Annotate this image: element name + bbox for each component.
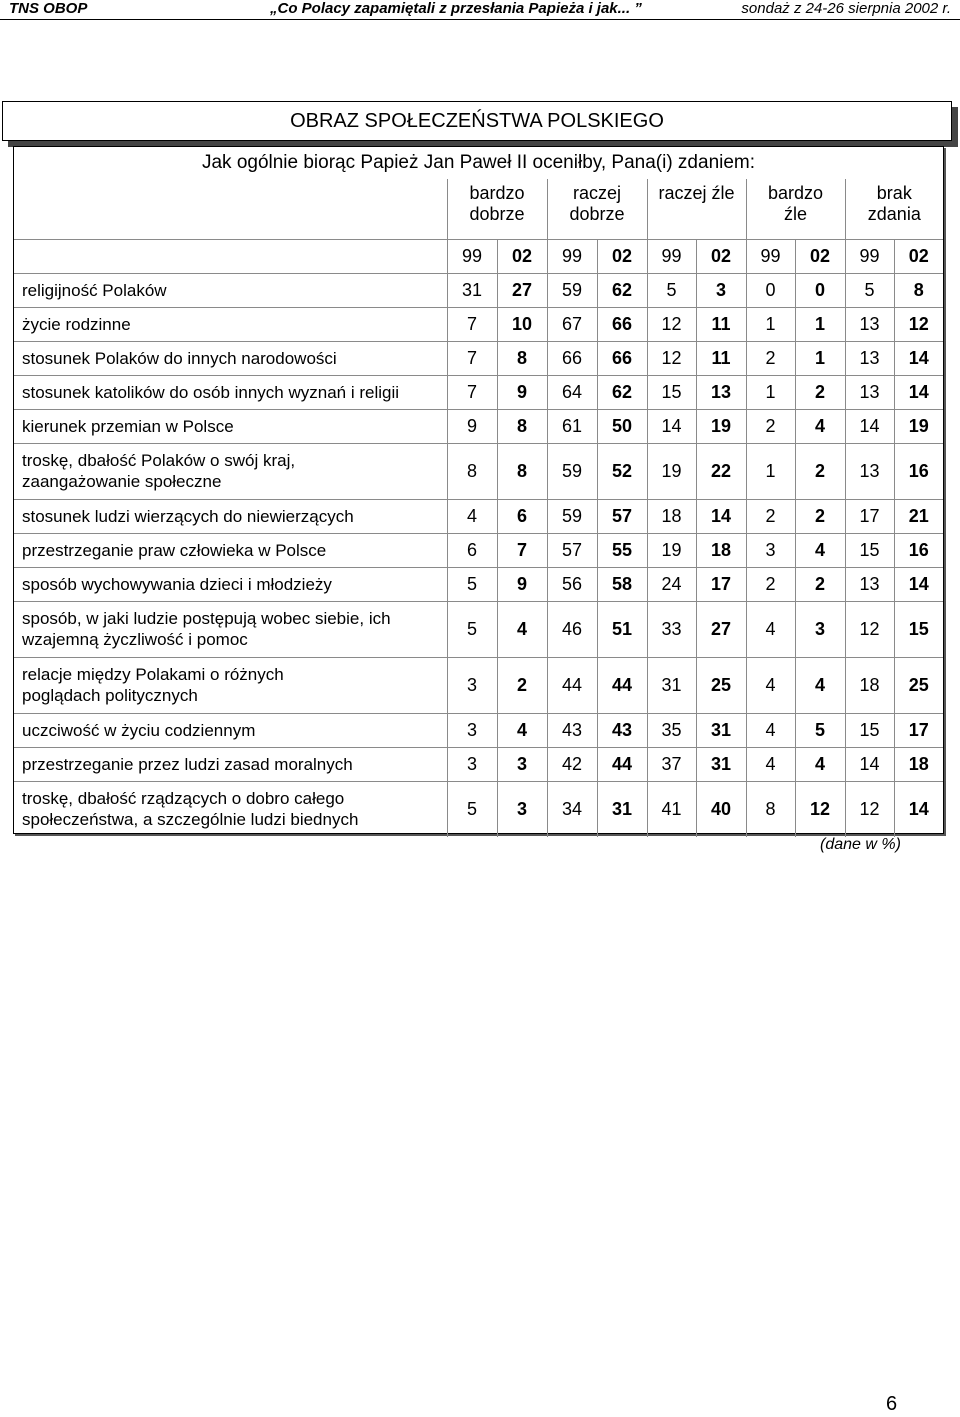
row-label: przestrzeganie przez ludzi zasad moralnych [14,747,447,781]
value-cell: 2 [497,657,547,713]
value-cell: 14 [894,781,943,837]
value-cell: 8 [894,273,943,307]
value-cell: 4 [497,713,547,747]
value-cell: 4 [795,747,845,781]
row-label: sposób, w jaki ludzie postępują wobec siebie, ich wzajemną życzliwość i pomoc [14,601,447,657]
value-cell: 67 [547,307,597,341]
year-header: 02 [597,239,647,273]
value-cell: 14 [845,409,894,443]
value-cell: 35 [647,713,696,747]
row-label: stosunek ludzi wierzących do niewierzących [14,499,447,533]
value-cell: 66 [597,341,647,375]
year-header: 02 [497,239,547,273]
value-cell: 11 [696,341,746,375]
year-header-row [14,239,943,273]
header-survey-date: sondaż z 24-26 sierpnia 2002 r. [741,0,951,17]
value-cell: 12 [845,781,894,837]
survey-question: Jak ogólnie biorąc Papież Jan Paweł II oceniłby, Pana(i) zdaniem: [201,152,756,173]
table-row [14,747,943,781]
value-cell: 13 [845,307,894,341]
value-cell: 12 [647,341,696,375]
table-row [14,341,943,375]
value-cell: 37 [647,747,696,781]
value-cell: 9 [497,567,547,601]
value-cell: 8 [746,781,795,837]
value-cell: 5 [447,601,497,657]
year-header: 02 [894,239,943,273]
row-label: uczciwość w życiu codziennym [14,713,447,747]
table-row [14,713,943,747]
value-cell: 31 [447,273,497,307]
row-label: sposób wychowywania dzieci i młodzieży [14,567,447,601]
value-cell: 57 [597,499,647,533]
value-cell: 5 [647,273,696,307]
year-header: 99 [845,239,894,273]
value-cell: 13 [845,375,894,409]
value-cell: 62 [597,375,647,409]
value-cell: 22 [696,443,746,499]
year-header: 02 [795,239,845,273]
table-row [14,273,943,307]
table-row [14,781,943,837]
value-cell: 17 [696,567,746,601]
value-cell: 2 [746,499,795,533]
value-cell: 17 [845,499,894,533]
category-header: raczej źle [647,179,746,239]
header-rule [0,19,960,20]
header-document-title: „Co Polacy zapamiętali z przesłania Papieża i jak... ” [270,0,642,17]
year-row-corner [14,239,447,273]
value-cell: 58 [597,567,647,601]
value-cell: 0 [746,273,795,307]
value-cell: 25 [696,657,746,713]
value-cell: 1 [746,443,795,499]
value-cell: 5 [447,567,497,601]
table-row [14,601,943,657]
value-cell: 7 [447,341,497,375]
value-cell: 56 [547,567,597,601]
year-header: 02 [696,239,746,273]
value-cell: 8 [497,443,547,499]
table-row [14,375,943,409]
value-cell: 1 [795,341,845,375]
value-cell: 66 [547,341,597,375]
row-label: stosunek Polaków do innych narodowości [14,341,447,375]
value-cell: 25 [894,657,943,713]
table-row [14,409,943,443]
value-cell: 12 [845,601,894,657]
value-cell: 5 [795,713,845,747]
value-cell: 15 [845,533,894,567]
value-cell: 8 [497,341,547,375]
value-cell: 55 [597,533,647,567]
value-cell: 16 [894,533,943,567]
value-cell: 14 [647,409,696,443]
value-cell: 46 [547,601,597,657]
value-cell: 14 [894,567,943,601]
value-cell: 27 [497,273,547,307]
value-cell: 0 [795,273,845,307]
value-cell: 10 [497,307,547,341]
year-header: 99 [447,239,497,273]
value-cell: 16 [894,443,943,499]
value-cell: 33 [647,601,696,657]
value-cell: 31 [696,713,746,747]
table-row [14,443,943,499]
value-cell: 9 [497,375,547,409]
value-cell: 14 [894,375,943,409]
value-cell: 18 [845,657,894,713]
value-cell: 13 [845,341,894,375]
row-label: troskę, dbałość rządzących o dobro całego społeczeństwa, a szczególnie ludzi biednych [14,781,447,837]
row-label: przestrzeganie praw człowieka w Polsce [14,533,447,567]
value-cell: 43 [547,713,597,747]
category-header: bardzo źle [746,179,845,239]
value-cell: 13 [845,443,894,499]
row-label: kierunek przemian w Polsce [14,409,447,443]
value-cell: 2 [795,567,845,601]
year-header: 99 [547,239,597,273]
row-label: życie rodzinne [14,307,447,341]
category-header-row [14,179,943,239]
value-cell: 18 [894,747,943,781]
corner-cell [14,179,447,239]
value-cell: 4 [795,533,845,567]
value-cell: 18 [696,533,746,567]
value-cell: 2 [746,341,795,375]
value-cell: 3 [795,601,845,657]
value-cell: 7 [447,375,497,409]
value-cell: 17 [894,713,943,747]
row-label: relacje między Polakami o różnych poglądach politycznych [14,657,447,713]
value-cell: 12 [795,781,845,837]
value-cell: 8 [497,409,547,443]
value-cell: 2 [746,409,795,443]
value-cell: 52 [597,443,647,499]
value-cell: 19 [894,409,943,443]
table-row [14,533,943,567]
value-cell: 62 [597,273,647,307]
value-cell: 27 [696,601,746,657]
value-cell: 1 [795,307,845,341]
value-cell: 31 [647,657,696,713]
value-cell: 14 [845,747,894,781]
value-cell: 4 [746,747,795,781]
value-cell: 4 [746,713,795,747]
category-header: brak zdania [845,179,943,239]
value-cell: 40 [696,781,746,837]
value-cell: 9 [447,409,497,443]
row-label: stosunek katolików do osób innych wyznań i religii [14,375,447,409]
value-cell: 13 [845,567,894,601]
value-cell: 3 [497,781,547,837]
value-cell: 4 [746,601,795,657]
value-cell: 66 [597,307,647,341]
value-cell: 1 [746,307,795,341]
value-cell: 15 [894,601,943,657]
page-number: 6 [886,1393,898,1415]
value-cell: 7 [447,307,497,341]
results-frame [13,146,944,834]
value-cell: 2 [795,499,845,533]
row-label: troskę, dbałość Polaków o swój kraj, zaangażowanie społeczne [14,443,447,499]
value-cell: 6 [497,499,547,533]
value-cell: 4 [746,657,795,713]
value-cell: 19 [647,443,696,499]
value-cell: 44 [597,747,647,781]
table-row [14,567,943,601]
value-cell: 3 [447,747,497,781]
unit-note: (dane w %) [820,836,901,853]
value-cell: 2 [795,375,845,409]
value-cell: 44 [547,657,597,713]
value-cell: 4 [447,499,497,533]
value-cell: 34 [547,781,597,837]
value-cell: 59 [547,499,597,533]
value-cell: 3 [447,657,497,713]
value-cell: 18 [647,499,696,533]
year-header: 99 [746,239,795,273]
value-cell: 5 [845,273,894,307]
value-cell: 2 [795,443,845,499]
value-cell: 3 [497,747,547,781]
value-cell: 42 [547,747,597,781]
value-cell: 31 [597,781,647,837]
value-cell: 3 [696,273,746,307]
header-company: TNS OBOP [9,0,88,17]
value-cell: 59 [547,443,597,499]
value-cell: 11 [696,307,746,341]
year-header: 99 [647,239,696,273]
value-cell: 8 [447,443,497,499]
value-cell: 50 [597,409,647,443]
value-cell: 64 [547,375,597,409]
value-cell: 57 [547,533,597,567]
value-cell: 51 [597,601,647,657]
value-cell: 19 [696,409,746,443]
value-cell: 6 [447,533,497,567]
value-cell: 13 [696,375,746,409]
value-cell: 41 [647,781,696,837]
value-cell: 15 [845,713,894,747]
value-cell: 3 [746,533,795,567]
value-cell: 5 [447,781,497,837]
category-header: raczej dobrze [547,179,647,239]
value-cell: 19 [647,533,696,567]
value-cell: 7 [497,533,547,567]
value-cell: 31 [696,747,746,781]
value-cell: 2 [746,567,795,601]
category-header: bardzo dobrze [447,179,547,239]
value-cell: 4 [795,409,845,443]
value-cell: 44 [597,657,647,713]
value-cell: 12 [647,307,696,341]
value-cell: 12 [894,307,943,341]
value-cell: 24 [647,567,696,601]
table-row [14,307,943,341]
value-cell: 61 [547,409,597,443]
value-cell: 14 [696,499,746,533]
table-row [14,657,943,713]
value-cell: 4 [497,601,547,657]
section-banner: OBRAZ SPOŁECZEŃSTWA POLSKIEGO [2,101,952,141]
value-cell: 1 [746,375,795,409]
table-row [14,499,943,533]
value-cell: 4 [795,657,845,713]
value-cell: 59 [547,273,597,307]
value-cell: 15 [647,375,696,409]
value-cell: 43 [597,713,647,747]
results-table [14,179,943,837]
value-cell: 3 [447,713,497,747]
value-cell: 21 [894,499,943,533]
row-label: religijność Polaków [14,273,447,307]
value-cell: 14 [894,341,943,375]
page-header [0,0,960,22]
